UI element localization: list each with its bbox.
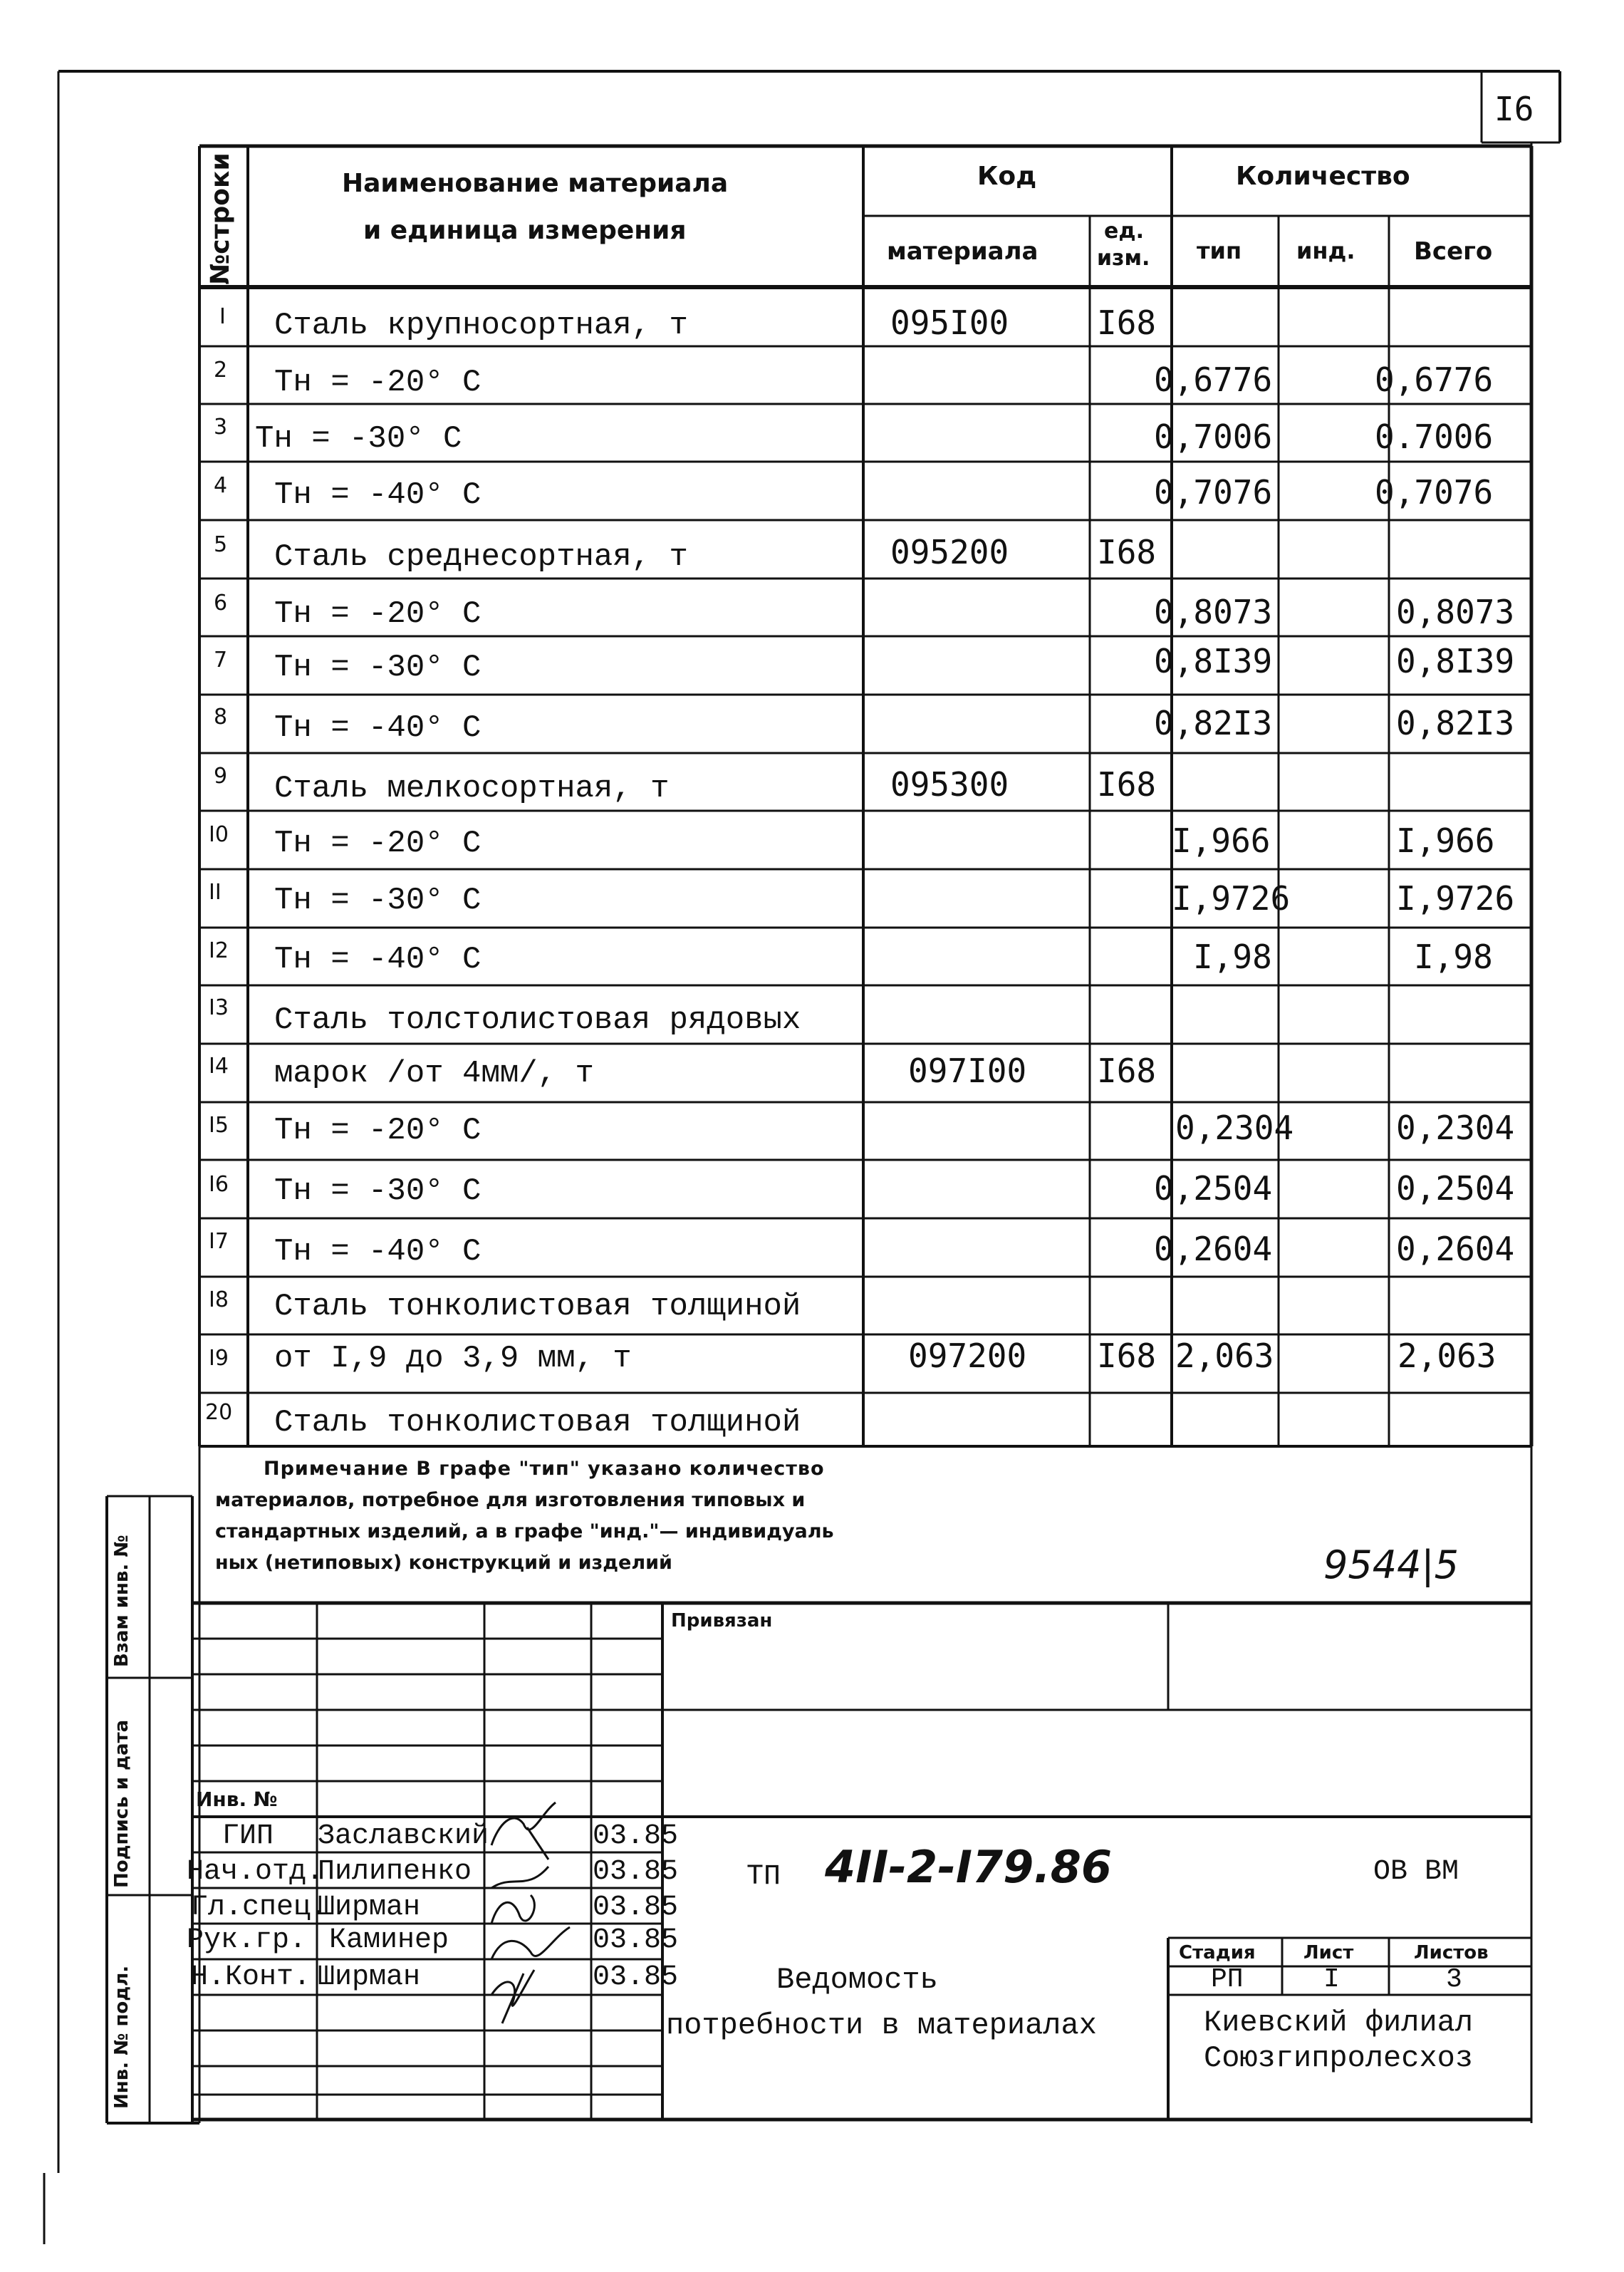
row-number: I — [219, 304, 226, 329]
row-type: 0,2604 — [1154, 1230, 1273, 1268]
row-name: Сталь тонколистовая толщиной — [274, 1289, 801, 1324]
doc-suffix: ОВ ВМ — [1373, 1856, 1459, 1888]
handwritten-number: 9544|5 — [1323, 1542, 1459, 1587]
signer-date: 03.85 — [593, 1820, 679, 1852]
row-number: I4 — [209, 1054, 229, 1079]
row-code: 097I00 — [908, 1052, 1027, 1090]
row-name: Тн = -40° С — [274, 942, 482, 977]
row-type: 0,8I39 — [1154, 642, 1273, 680]
row-name: Сталь среднесортная, т — [274, 539, 688, 575]
row-type: 0,82I3 — [1154, 704, 1273, 742]
sheet-label: Лист — [1303, 1942, 1354, 1964]
header-name-line2: и единица измерения — [363, 216, 687, 245]
row-code: 095300 — [890, 765, 1009, 804]
row-name: Тн = -30° С — [274, 1173, 482, 1209]
row-code: 095I00 — [890, 304, 1009, 342]
row-code: 097200 — [908, 1337, 1027, 1375]
header-unit-line2: изм. — [1097, 246, 1150, 271]
row-total: 0,2504 — [1396, 1169, 1515, 1208]
header-code: Код — [977, 162, 1037, 191]
row-total: 0,7076 — [1375, 473, 1494, 512]
row-total: 0,6776 — [1375, 360, 1494, 399]
signer-date: 03.85 — [593, 1856, 679, 1888]
side-label-vzam: Взам инв. № — [111, 1535, 132, 1667]
row-name: Тн = -30° С — [274, 650, 482, 685]
sheet-number: I6 — [1494, 90, 1534, 128]
row-number: 6 — [214, 591, 228, 616]
row-code: 095200 — [890, 533, 1009, 571]
row-name: Тн = -20° С — [274, 596, 482, 632]
signer-role: Нач.отд. — [187, 1856, 324, 1888]
row-number: I7 — [209, 1229, 229, 1254]
row-type: 0,6776 — [1154, 360, 1273, 399]
row-name: от I,9 до 3,9 мм, т — [274, 1341, 632, 1376]
signer-date: 03.85 — [593, 1892, 679, 1924]
row-type: 2,063 — [1175, 1337, 1274, 1375]
row-number: 5 — [214, 532, 228, 557]
note-line-1: Примечание В графе "тип" указано количество — [264, 1458, 825, 1480]
row-name: марок /от 4мм/, т — [274, 1056, 594, 1091]
row-total: I,966 — [1396, 821, 1495, 860]
row-type: 0,7006 — [1154, 417, 1273, 456]
row-number: 3 — [214, 415, 228, 440]
signer-role: Н.Конт. — [191, 1961, 311, 1993]
row-unit: I68 — [1097, 1052, 1157, 1090]
row-number: 2 — [214, 358, 228, 383]
signer-name: Каминер — [329, 1924, 449, 1956]
row-total: 0,8I39 — [1396, 642, 1515, 680]
row-total: I,98 — [1414, 938, 1493, 976]
row-total: 0.7006 — [1375, 417, 1494, 456]
signer-date: 03.85 — [593, 1924, 679, 1956]
signer-date: 03.85 — [593, 1961, 679, 1993]
doc-title-line2: потребности в материалах — [666, 2008, 1097, 2043]
stage-label: Стадия — [1179, 1942, 1256, 1964]
row-number: 20 — [205, 1400, 233, 1425]
row-name: Тн = -30° С — [255, 421, 462, 457]
row-name: Тн = -40° С — [274, 477, 482, 513]
header-code-material: материала — [887, 237, 1039, 266]
signer-role: Рук.гр. — [187, 1924, 307, 1956]
row-name: Сталь мелкосортная, т — [274, 771, 670, 806]
row-total: 0,8073 — [1396, 593, 1515, 631]
row-unit: I68 — [1097, 765, 1157, 804]
header-qty-type: тип — [1197, 237, 1242, 264]
row-number: I8 — [209, 1287, 229, 1312]
signer-name: Ширман — [318, 1961, 421, 1993]
header-name-line1: Наименование материала — [342, 169, 729, 198]
row-number: I2 — [209, 938, 229, 963]
row-number: I9 — [209, 1346, 229, 1371]
row-type: I,9726 — [1172, 879, 1291, 918]
sheets-value: 3 — [1446, 1964, 1462, 1995]
row-number: 9 — [214, 764, 228, 789]
side-label-inv-podl: Инв. № подл. — [111, 1965, 132, 2109]
row-name: Тн = -40° С — [274, 1234, 482, 1270]
row-type: 0,7076 — [1154, 473, 1273, 512]
header-unit-line1: ед. — [1104, 219, 1144, 244]
row-number: 4 — [214, 473, 228, 498]
doc-prefix: ТП — [746, 1861, 781, 1893]
row-name: Тн = -20° С — [274, 1113, 482, 1148]
stage-value: РП — [1211, 1964, 1244, 1995]
header-quantity: Количество — [1236, 162, 1410, 191]
org-line2: Союзгипролесхоз — [1204, 2041, 1474, 2075]
note-line-4: ных (нетиповых) конструкций и изделий — [215, 1552, 672, 1574]
row-unit: I68 — [1097, 304, 1157, 342]
row-name: Сталь тонколистовая толщиной — [274, 1405, 801, 1441]
row-type: I,966 — [1172, 821, 1271, 860]
doc-title-line1: Ведомость — [776, 1963, 938, 1997]
header-row-number: №строки — [206, 152, 235, 285]
row-total: 2,063 — [1397, 1337, 1497, 1375]
row-name: Сталь толстолистовая рядовых — [274, 1002, 801, 1038]
row-unit: I68 — [1097, 533, 1157, 571]
signer-name: Ширман — [318, 1892, 421, 1924]
row-name: Сталь крупносортная, т — [274, 308, 688, 343]
row-total: 0,2604 — [1396, 1230, 1515, 1268]
row-number: I3 — [209, 995, 229, 1020]
doc-number: 4II-2-I79.86 — [825, 1841, 1113, 1893]
header-qty-ind: инд. — [1296, 237, 1355, 264]
note-line-2: материалов, потребное для изготовления типовых и — [215, 1489, 806, 1511]
row-name: Тн = -30° С — [274, 883, 482, 918]
row-number: I6 — [209, 1172, 229, 1197]
privyazan-label: Привязан — [671, 1610, 773, 1632]
row-total: I,9726 — [1396, 879, 1515, 918]
row-number: II — [209, 880, 222, 905]
row-type: 0,2504 — [1154, 1169, 1273, 1208]
header-qty-total: Всего — [1414, 237, 1493, 266]
row-total: 0,2304 — [1396, 1109, 1515, 1147]
note-line-3: стандартных изделий, а в графе "инд."— индивидуаль — [215, 1520, 834, 1542]
row-type: 0,2304 — [1175, 1109, 1294, 1147]
signer-name: Пилипенко — [318, 1856, 472, 1888]
row-name: Тн = -20° С — [274, 826, 482, 861]
row-name: Тн = -20° С — [274, 365, 482, 400]
row-number: I0 — [209, 822, 229, 847]
signer-name: Заславский — [318, 1820, 489, 1852]
signer-role: ГИП — [222, 1820, 274, 1852]
row-number: 8 — [214, 705, 228, 730]
row-unit: I68 — [1097, 1337, 1157, 1375]
row-number: I5 — [209, 1113, 229, 1138]
sheets-label: Листов — [1414, 1942, 1489, 1964]
signer-role: Гл.спец. — [191, 1892, 328, 1924]
row-type: I,98 — [1193, 938, 1272, 976]
inv-number-label: Инв. № — [196, 1788, 278, 1811]
side-label-podpis: Подпись и дата — [111, 1719, 132, 1888]
org-line1: Киевский филиал — [1204, 2006, 1474, 2040]
row-type: 0,8073 — [1154, 593, 1273, 631]
row-number: 7 — [214, 648, 228, 673]
row-name: Тн = -40° С — [274, 710, 482, 746]
row-total: 0,82I3 — [1396, 704, 1515, 742]
sheet-value: I — [1323, 1964, 1340, 1995]
